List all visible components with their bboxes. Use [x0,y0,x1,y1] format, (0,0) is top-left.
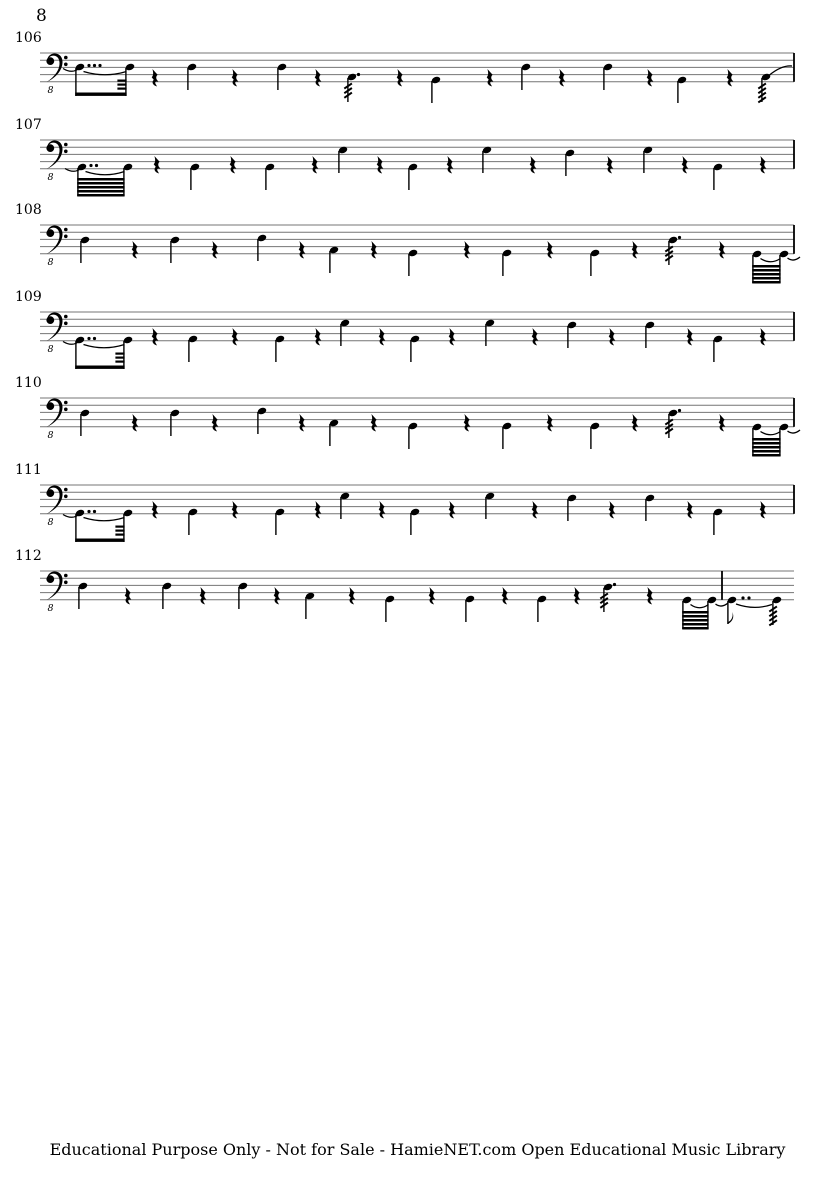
quarter-rest-icon [299,414,306,432]
quarter-note [567,321,577,348]
quarter-rest-icon [760,501,767,519]
quarter-note [275,335,285,362]
quarter-rest-icon [464,414,471,432]
measure-number: 109 [15,289,42,305]
quarter-rest-icon [349,587,356,605]
quarter-note [465,595,475,622]
quarter-rest-icon [449,328,456,346]
page-number: 8 [36,6,47,26]
quarter-rest-icon [530,156,537,174]
quarter-note [408,163,418,190]
tremolo-beamed-group [682,596,728,630]
system-112 [0,546,835,636]
staff-svg-110 [0,373,835,463]
quarter-rest-icon [760,328,767,346]
tremolo-note [665,236,681,265]
quarter-note [277,63,287,90]
system-109 [0,287,835,377]
quarter-note [590,249,600,276]
quarter-note [485,492,495,519]
quarter-rest-icon [429,587,436,605]
staff-svg-109 [0,287,835,377]
quarter-note [80,409,90,436]
staff-svg-108 [0,200,835,290]
tremolo-note [344,73,360,102]
quarter-note [408,422,418,449]
quarter-note [713,335,723,362]
quarter-rest-icon [132,414,139,432]
quarter-rest-icon [719,414,726,432]
octave-8-label: 8 [47,430,54,441]
staff-lines [40,140,794,169]
quarter-note [645,321,655,348]
quarter-rest-icon [449,501,456,519]
octave-8-label: 8 [47,344,54,355]
quarter-note [188,335,198,362]
quarter-note [410,335,420,362]
quarter-rest-icon [532,328,539,346]
measure-number: 107 [15,117,42,133]
quarter-rest-icon [379,501,386,519]
quarter-note [713,163,723,190]
quarter-rest-icon [687,501,694,519]
tremolo-beamed-group [65,163,133,197]
quarter-rest-icon [152,501,159,519]
quarter-rest-icon [212,241,219,259]
octave-8-label: 8 [47,85,54,96]
tremolo-beamed-group [752,250,800,284]
system-108 [0,200,835,290]
quarter-rest-icon [315,69,322,87]
measure-number: 111 [15,462,42,478]
quarter-note [340,319,350,346]
quarter-note [385,595,395,622]
measure-number: 112 [15,548,42,564]
quarter-rest-icon [609,501,616,519]
quarter-note [485,319,495,346]
staff-lines [40,398,794,427]
quarter-note [565,149,575,176]
quarter-rest-icon [727,69,734,87]
quarter-rest-icon [230,156,237,174]
quarter-note [78,582,88,609]
quarter-rest-icon [719,241,726,259]
quarter-note [329,419,339,446]
quarter-note [603,63,613,90]
quarter-note [190,163,200,190]
quarter-note [645,494,655,521]
quarter-rest-icon [200,587,207,605]
measure-number: 110 [15,375,42,391]
quarter-rest-icon [232,328,239,346]
quarter-rest-icon [547,414,554,432]
quarter-rest-icon [547,241,554,259]
quarter-rest-icon [502,587,509,605]
quarter-rest-icon [632,241,639,259]
quarter-rest-icon [232,501,239,519]
quarter-rest-icon [682,156,689,174]
quarter-note [257,407,267,434]
staff-lines [40,225,794,254]
quarter-rest-icon [609,328,616,346]
measure-number: 106 [15,30,42,46]
quarter-note [305,592,315,619]
quarter-rest-icon [377,156,384,174]
system-107 [0,115,835,205]
quarter-rest-icon [152,328,159,346]
quarter-rest-icon [299,241,306,259]
quarter-rest-icon [632,414,639,432]
quarter-rest-icon [647,587,654,605]
quarter-rest-icon [274,587,281,605]
quarter-note [170,409,180,436]
quarter-rest-icon [132,241,139,259]
staff-svg-111 [0,460,835,550]
quarter-note [567,494,577,521]
quarter-rest-icon [607,156,614,174]
quarter-note [431,76,441,103]
tremolo-note [600,583,616,612]
quarter-rest-icon [152,69,159,87]
system-110 [0,373,835,463]
quarter-rest-icon [312,156,319,174]
quarter-note [329,246,339,273]
staff-svg-107 [0,115,835,205]
quarter-note [162,582,172,609]
quarter-rest-icon [154,156,161,174]
tremolo-note [758,66,792,102]
quarter-note [187,63,197,90]
quarter-note [238,582,248,609]
quarter-note [537,595,547,622]
quarter-note [340,492,350,519]
quarter-rest-icon [371,241,378,259]
footer-text: Educational Purpose Only - Not for Sale - HamieNET.com Open Educational Music Library [49,1140,786,1159]
quarter-rest-icon [487,69,494,87]
quarter-rest-icon [559,69,566,87]
tremolo-beamed-group [752,423,800,457]
tremolo-note [665,409,681,438]
quarter-note [677,76,687,103]
quarter-note [275,508,285,535]
quarter-rest-icon [464,241,471,259]
quarter-rest-icon [315,328,322,346]
measure-number: 108 [15,202,42,218]
quarter-rest-icon [532,501,539,519]
quarter-note [408,249,418,276]
quarter-rest-icon [232,69,239,87]
octave-8-label: 8 [47,603,54,614]
quarter-note [80,236,90,263]
quarter-rest-icon [647,69,654,87]
octave-8-label: 8 [47,517,54,528]
octave-8-label: 8 [47,172,54,183]
quarter-rest-icon [447,156,454,174]
staff-svg-112 [0,546,835,636]
quarter-rest-icon [212,414,219,432]
quarter-rest-icon [687,328,694,346]
quarter-note [188,508,198,535]
quarter-note [590,422,600,449]
quarter-note [502,249,512,276]
staff-lines [40,571,794,600]
staff-svg-106 [0,28,835,118]
quarter-rest-icon [760,156,767,174]
quarter-rest-icon [315,501,322,519]
quarter-note [713,508,723,535]
quarter-note [265,163,275,190]
quarter-rest-icon [397,69,404,87]
quarter-rest-icon [371,414,378,432]
quarter-rest-icon [125,587,132,605]
octave-8-label: 8 [47,257,54,268]
quarter-rest-icon [574,587,581,605]
system-111 [0,460,835,550]
quarter-note [502,422,512,449]
quarter-note [257,234,267,261]
quarter-rest-icon [379,328,386,346]
quarter-note [410,508,420,535]
quarter-note [521,63,531,90]
system-106 [0,28,835,118]
quarter-note [170,236,180,263]
